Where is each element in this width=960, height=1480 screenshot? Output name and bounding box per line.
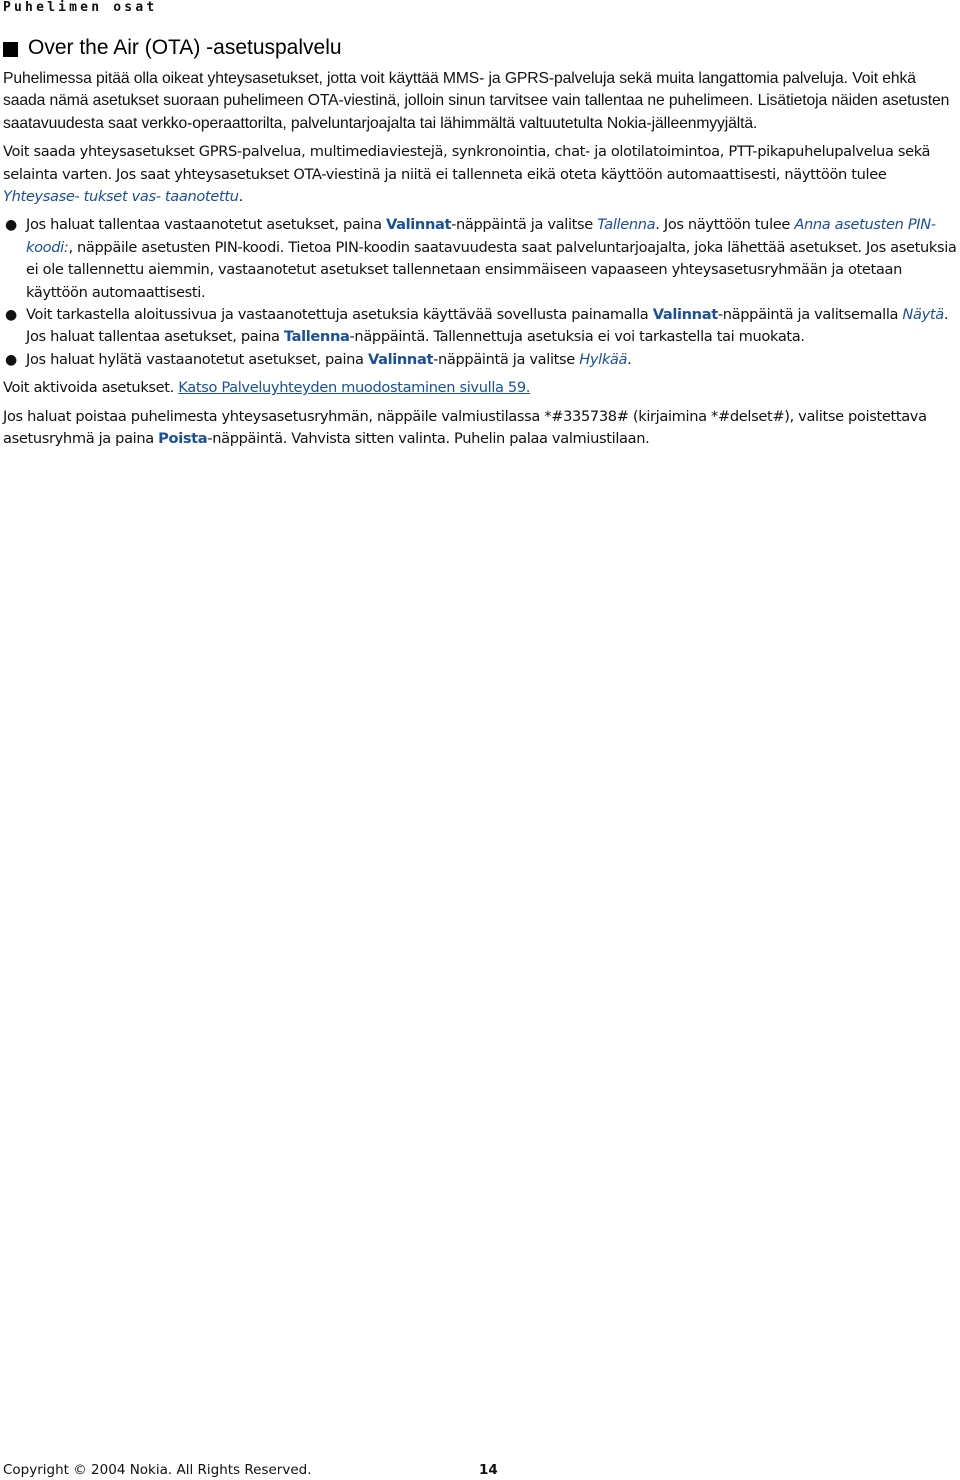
delete-key: Poista (158, 430, 208, 448)
cross-reference-link[interactable]: Katso Palveluyhteyden muodostaminen sivulla 59. (178, 379, 531, 397)
running-header: Puhelimen osat (3, 0, 158, 15)
settings-received-term: Yhteysase- tukset vas- taanotettu (3, 188, 239, 206)
gprs-paragraph (3, 141, 960, 208)
gprs-paragraph-end: . (238, 188, 243, 206)
section-heading (3, 36, 342, 60)
black-square-icon (3, 42, 18, 57)
copyright-notice: Copyright © 2004 Nokia. All Rights Reserved. (3, 1462, 312, 1478)
body-content (3, 68, 960, 457)
list-item: ● Jos haluat hylätä vastaanotetut asetukset, paina Valinnat-näppäintä ja valitse Hylkää. (3, 349, 960, 371)
options-key: Valinnat (652, 306, 718, 324)
save-option: Tallenna (597, 216, 656, 234)
section-title: Over the Air (OTA) -asetuspalvelu (28, 36, 342, 59)
list-item: ● Jos haluat tallentaa vastaanotetut asetukset, paina Valinnat-näppäintä ja valitse Tallenna. Jos näyttöön tulee Anna asetusten PIN-koodi:, näppäile asetusten PIN-koodi. Tietoa PIN-koodin saatavuudesta saat palveluntarjoajalta, joka lähettää asetukset. Jos asetuksia ei ole tallennettu aiemmin, vastaanotetut asetukset tallennetaan ensimmäiseen vapaaseen yhteysasetusryhmään ja otetaan käyttöön automaattisesti. (5, 216, 957, 301)
show-option: Näytä (902, 306, 944, 324)
intro-paragraph: Puhelimessa pitää olla oikeat yhteysasetukset, jotta voit käyttää MMS- ja GPRS-palveluja sekä muita langattomia palveluja. Voit ehkä saada nämä asetukset suoraan puhelimeen OTA-viestinä, jolloin sinun tarvitsee vain tallentaa ne puhelimeen. Lisätietoja näiden asetusten saatavuudesta saat verkko-operaattorilta, palveluntarjoajalta tai lähimmältä valtuutetulta Nokia-jälleenmyyjältä. (3, 70, 950, 132)
bullet-dot-icon: ● (5, 307, 17, 324)
reject-option: Hylkää (579, 350, 628, 368)
list-item: ● Voit tarkastella aloitussivua ja vastaanotettuja asetuksia käyttävää sovellusta painamalla Valinnat-näppäintä ja valitsemalla Näytä. Jos haluat tallentaa asetukset, paina Tallenna-näppäintä. Tallennettuja asetuksia ei voi tarkastella tai muokata. (5, 306, 949, 346)
bullet-dot-icon: ● (5, 351, 17, 368)
page-number: 14 (479, 1462, 498, 1478)
options-list (3, 214, 960, 371)
pin-prompt-term: Anna asetusten PIN-koodi: (26, 216, 936, 256)
gprs-paragraph-text: Voit saada yhteysasetukset GPRS-palvelua, multimediaviestejä, synkronointia, chat- ja olotilatoimintoa, PTT-pikapuhelupalvelua sekä selainta varten. Jos saat yhteysasetukset OTA-viestinä ja niitä ei tallenneta eikä oteta käyttöön automaattisesti, näyttöön tulee (3, 143, 931, 183)
delete-paragraph: Jos haluat poistaa puhelimesta yhteysasetusryhmän, näppäile valmiustilassa *#335738# (kirjaimina *#delset#), valitse poistettava asetusryhmä ja paina Poista-näppäintä. Vahvista sitten valinta. Puhelin palaa valmiustilaan. (3, 407, 927, 448)
options-key: Valinnat (385, 216, 452, 234)
save-key: Tallenna (283, 328, 350, 346)
bullet-dot-icon: ● (5, 217, 17, 234)
options-key: Valinnat (367, 350, 434, 368)
activate-paragraph: Voit aktivoida asetukset. Katso Palveluyhteyden muodostaminen sivulla 59. (3, 379, 531, 397)
